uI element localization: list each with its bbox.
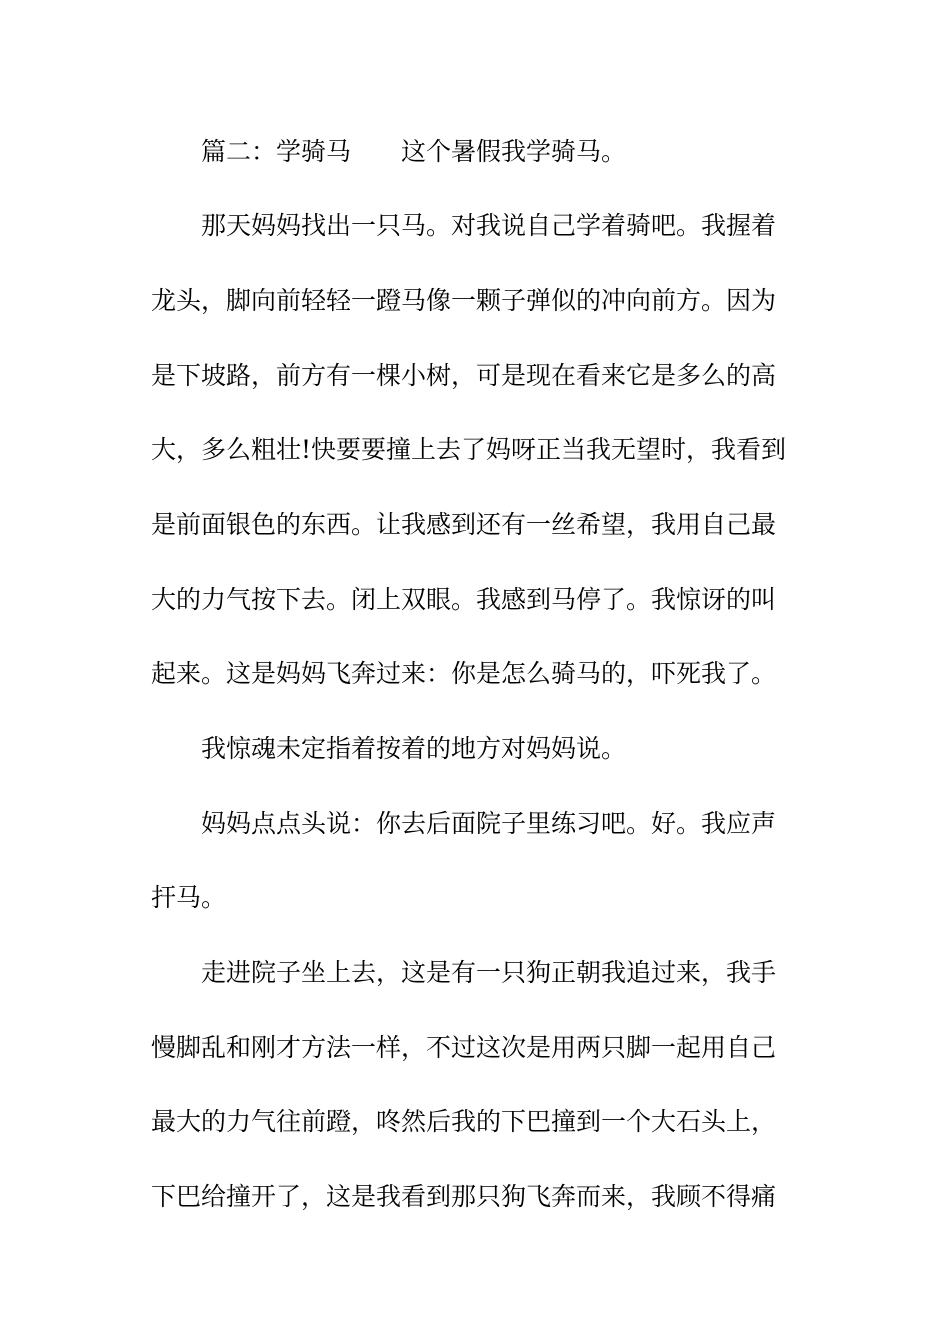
text-line-12: 走进院子坐上去，这是有一只狗正朝我追过来，我手 (201, 958, 777, 987)
text-line-14: 最大的力气往前蹬，咚然后我的下巴撞到一个大石头上， (151, 1107, 777, 1136)
text-line-15: 下巴给撞开了，这是我看到那只狗飞奔而来，我顾不得痛 (151, 1182, 777, 1211)
text-line-3: 龙头，脚向前轻轻一蹬马像一颗子弹似的冲向前方。因为 (151, 286, 777, 315)
text-line-1: 篇二：学骑马 这个暑假我学骑马。 (201, 137, 627, 166)
text-line-8: 起来。这是妈妈飞奔过来：你是怎么骑马的，吓死我了。 (151, 659, 777, 688)
text-line-5: 大，多么粗壮!快要要撞上去了妈呀正当我无望时，我看到 (151, 435, 787, 464)
text-line-6: 是前面银色的东西。让我感到还有一丝希望，我用自己最 (151, 510, 777, 539)
text-line-13: 慢脚乱和刚才方法一样，不过这次是用两只脚一起用自己 (151, 1033, 777, 1062)
text-line-7: 大的力气按下去。闭上双眼。我感到马停了。我惊讶的叫 (151, 585, 777, 614)
text-line-9: 我惊魂未定指着按着的地方对妈妈说。 (201, 734, 627, 763)
text-line-4: 是下坡路，前方有一棵小树，可是现在看来它是多么的高 (151, 361, 777, 390)
text-line-11: 扞马。 (151, 883, 227, 912)
text-line-10: 妈妈点点头说：你去后面院子里练习吧。好。我应声 (201, 809, 777, 838)
text-line-2: 那天妈妈找出一只马。对我说自己学着骑吧。我握着 (201, 211, 777, 240)
